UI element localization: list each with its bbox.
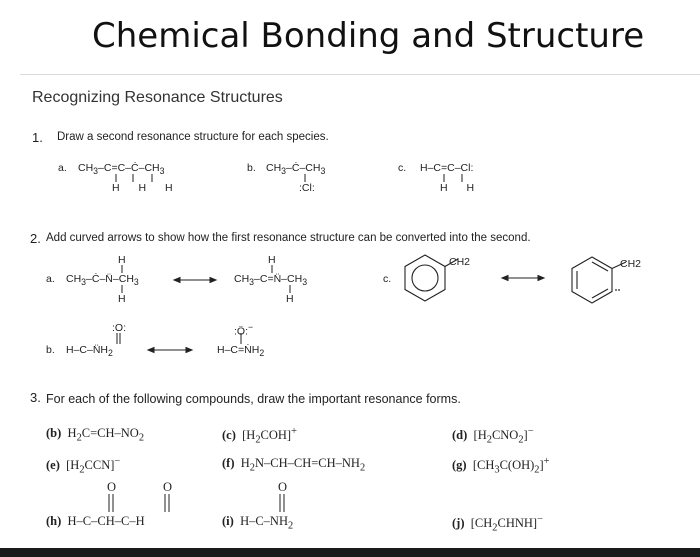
q2-prompt: Add curved arrows to show how the first resonance structure can be converted into the second. [46, 232, 531, 244]
q2b-left-oxygen: :O: [112, 322, 127, 334]
q1a-formula: $CH_3-C=C-Ċ-CH_3$ [78, 162, 165, 177]
q1-number: 1. [32, 130, 43, 145]
q2c-label: c. [383, 273, 392, 285]
q3d-item: (d) $[H_2CNO_2]^-$ [452, 426, 534, 446]
q1b-chlorine: :Cl: [299, 182, 315, 194]
q2b-right-structure: H–C=ṄH$_2$ [217, 344, 265, 359]
q3-number: 3. [30, 390, 41, 405]
q2a-label: a. [46, 273, 55, 285]
q1a-hydrogens: H H H [112, 182, 181, 194]
q1-prompt: Draw a second resonance structure for each species. [57, 131, 329, 143]
q2c-left-ring [405, 255, 458, 301]
q1c-label: c. [398, 162, 407, 174]
q2a-left-h-top: H [118, 254, 126, 266]
q3i-oxygen: O [278, 480, 288, 494]
q2-number: 2. [30, 231, 41, 246]
q3i-item: (i) $H-C-NH_2$ [222, 514, 294, 532]
q2b-right-oxygen: :Ö:− [234, 322, 254, 338]
q2a-right-h-bottom: H [286, 293, 294, 305]
bottom-strip [0, 548, 700, 557]
q3f-item: (f) $H_2N-CH-CH=CH-NH_2$ [222, 456, 366, 474]
q3-prompt: For each of the following compounds, draw the important resonance forms. [46, 392, 461, 406]
q1b-formula: $CH_3-Ċ-CH_3$ [266, 162, 326, 177]
q2c-right-ring [572, 257, 626, 303]
q2b-left-structure: $H-C-N̈H_2$ [66, 344, 113, 359]
q2a-left-structure: $CH_3-Ċ-N̈-CH_3$ [66, 273, 139, 288]
q2b-label: b. [46, 344, 55, 356]
q2c-resonance-arrow [502, 276, 544, 281]
q3h-oxygen-2: O [163, 480, 173, 494]
q3h-item: (h) H–C–CH–C–H [46, 514, 145, 528]
q2a-left-h-bottom: H [118, 293, 126, 305]
section-subtitle: Recognizing Resonance Structures [32, 89, 283, 106]
q2a-resonance-arrow [174, 278, 216, 283]
q3b-item: (b) $H_2C=CH-NO_2$ [46, 426, 145, 444]
q3j-item: (j) $[CH_2CHNH]^-$ [452, 514, 543, 534]
q2b-resonance-arrow [148, 348, 192, 353]
q2c-left-ch2: CH2 [449, 256, 471, 268]
q3c-item: (c) $[H_2COH]^+$ [222, 426, 297, 446]
q3h-oxygen-1: O [107, 480, 117, 494]
page-title: Chemical Bonding and Structure [92, 16, 645, 56]
q1a-label: a. [58, 162, 67, 174]
q2a-right-structure: $CH_3-C=N̈-CH_3$ [234, 273, 308, 288]
q3g-item: (g) $[CH_3C(OH)_2]^+$ [452, 456, 550, 476]
q3e-item: (e) $[H_2CCN]^-$ [46, 456, 121, 476]
q2a-right-h-top: H [268, 254, 276, 266]
q2c-right-ch2: CH2 [620, 258, 642, 270]
q1b-label: b. [247, 162, 256, 174]
q1c-hydrogens: H H [440, 182, 483, 194]
q1c-formula: H–C=C–Cl: [420, 162, 474, 174]
